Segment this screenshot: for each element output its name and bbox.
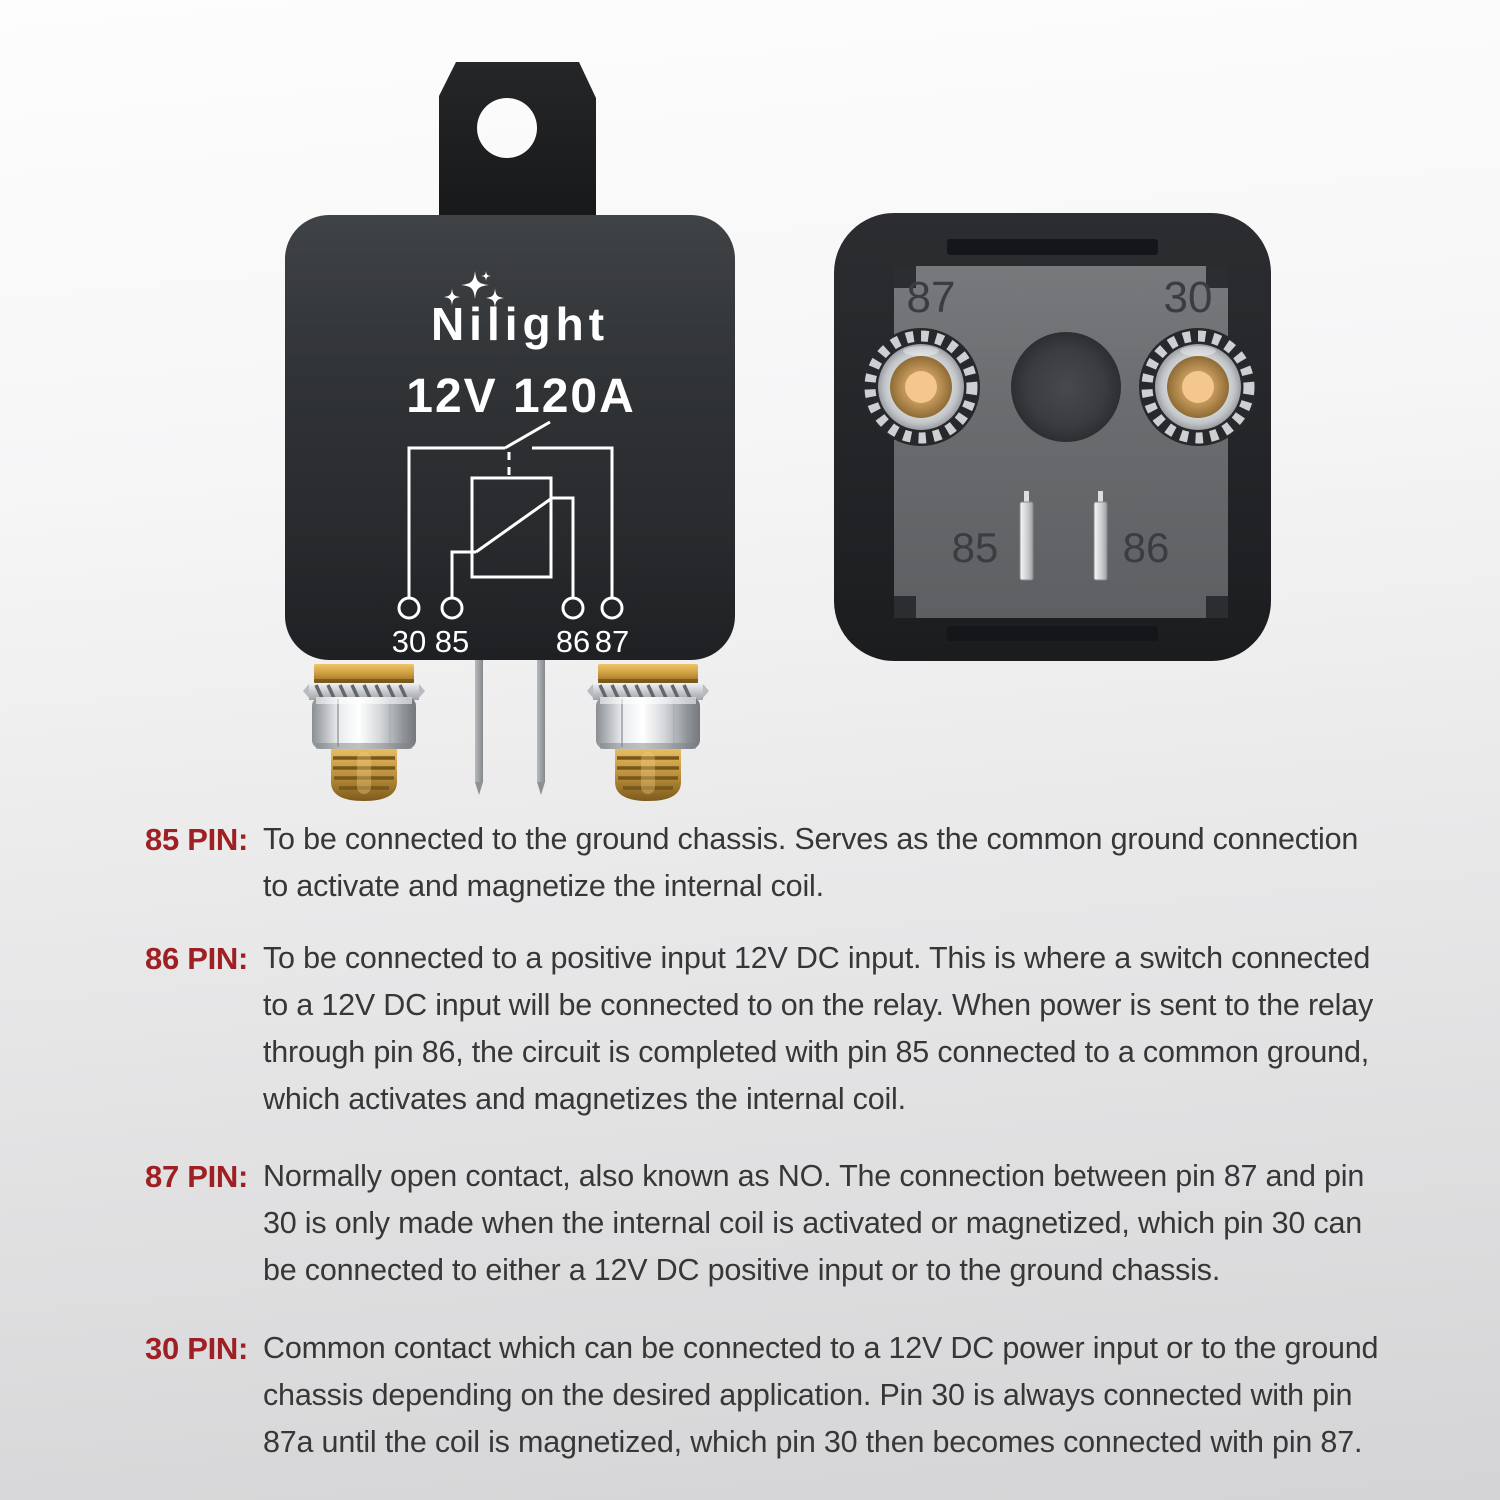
pin-label: 30 PIN: bbox=[145, 1331, 248, 1366]
description-line: to a 12V DC input will be connected to on the relay. When power is sent to the relay bbox=[263, 988, 1374, 1022]
pin-description-text bbox=[263, 816, 1358, 910]
pin-descriptions bbox=[145, 816, 1440, 1491]
diagram-label-85: 85 bbox=[434, 624, 470, 659]
blade-pin-86 bbox=[1094, 491, 1107, 580]
description-line: To be connected to a positive input 12V DC input. This is where a switch connected bbox=[263, 941, 1371, 975]
description-line: through pin 86, the circuit is completed with pin 85 connected to a common ground, bbox=[263, 1035, 1369, 1069]
base-bottom-slot bbox=[947, 626, 1158, 641]
coil-pins bbox=[475, 660, 545, 795]
pin-label: 85 PIN: bbox=[145, 822, 248, 857]
relay-bottom-view bbox=[830, 205, 1275, 670]
diagram-label-86: 86 bbox=[555, 624, 591, 659]
pin-description-86 bbox=[145, 935, 1440, 1123]
bottom-label-30: 30 bbox=[1163, 273, 1213, 322]
pin-description-text bbox=[263, 935, 1373, 1123]
pin-label: 86 PIN: bbox=[145, 941, 248, 976]
description-line: to activate and magnetize the internal coil. bbox=[263, 869, 824, 903]
voltage-rating: 12V 120A bbox=[406, 370, 636, 423]
brand-text: Nilight bbox=[430, 298, 610, 350]
pin-description-30 bbox=[145, 1325, 1440, 1466]
diagram-label-30: 30 bbox=[391, 624, 427, 659]
diagram-label-87: 87 bbox=[594, 624, 630, 659]
bottom-label-86: 86 bbox=[1122, 524, 1170, 571]
description-line: which activates and magnetizes the internal coil. bbox=[263, 1082, 906, 1116]
pin-label: 87 PIN: bbox=[145, 1159, 248, 1194]
mounting-tab-icon bbox=[439, 62, 596, 218]
description-line: 30 is only made when the internal coil is activated or magnetized, which pin 30 can bbox=[263, 1206, 1362, 1240]
pin-description-text bbox=[263, 1153, 1364, 1294]
description-line: Normally open contact, also known as NO. The connection between pin 87 and pin bbox=[263, 1159, 1365, 1193]
bottom-label-85: 85 bbox=[951, 524, 999, 571]
relay-body bbox=[285, 215, 735, 660]
base-top-slot bbox=[947, 239, 1158, 255]
bottom-label-87: 87 bbox=[906, 273, 956, 322]
pin-description-87 bbox=[145, 1153, 1440, 1294]
center-recess bbox=[1011, 332, 1121, 442]
pin-description-text bbox=[263, 1325, 1378, 1466]
description-line: Common contact which can be connected to a 12V DC power input or to the ground bbox=[263, 1331, 1379, 1365]
socket-terminal-87 bbox=[862, 328, 980, 446]
description-line: be connected to either a 12V DC positive input or to the ground chassis. bbox=[263, 1253, 1221, 1287]
relay-front-view bbox=[280, 60, 740, 870]
terminal-stud-left bbox=[303, 664, 425, 801]
blade-pin-85 bbox=[1020, 491, 1033, 580]
description-line: To be connected to the ground chassis. Serves as the common ground connection bbox=[263, 822, 1359, 856]
description-line: chassis depending on the desired application. Pin 30 is always connected with pin bbox=[263, 1378, 1353, 1412]
terminal-stud-right bbox=[587, 664, 709, 801]
pin-description-85 bbox=[145, 816, 1440, 910]
socket-terminal-30 bbox=[1139, 328, 1257, 446]
description-line: 87a until the coil is magnetized, which pin 30 then becomes connected with pin 87. bbox=[263, 1425, 1363, 1459]
